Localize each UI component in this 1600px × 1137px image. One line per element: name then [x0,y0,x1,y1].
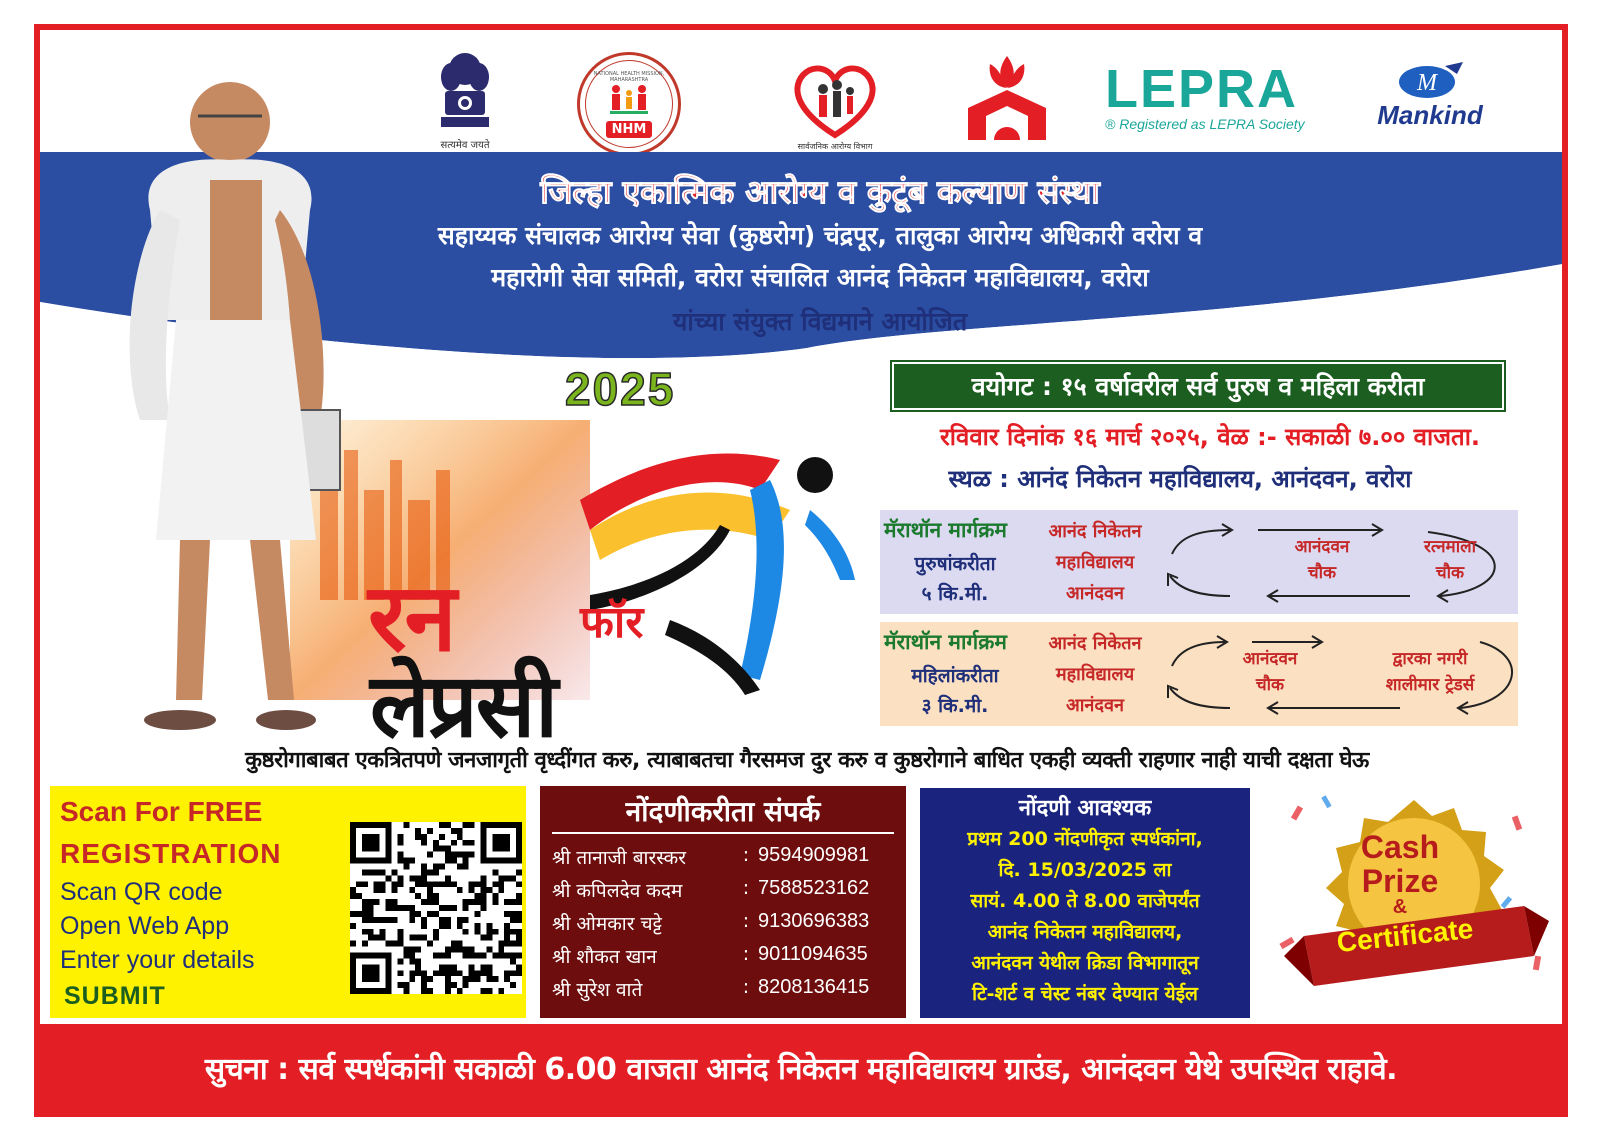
contact-row: श्री कपिलदेव कदम : 7588523162 [552,877,896,909]
organisation-title: जिल्हा एकात्मिक आरोग्य व कुटूंब कल्याण संस्था [540,173,1100,211]
mankind-m-icon [1395,60,1465,100]
organisers-line-2: महारोगी सेवा समिती, वरोरा संचालित आनंद निकेतन महाविद्यालय, वरोरा [491,263,1149,292]
registration-qr-code[interactable] [350,822,522,994]
prize-certificate-label: Certificate [1335,912,1475,959]
route-men-turnpoint: रत्नमाला चौक [1423,537,1477,583]
nhm-logo [577,52,681,156]
route-men-category: पुरुषांकरीता [914,553,996,575]
nhm-ring-text: NATIONAL HEALTH MISSION, MAHARASHTRA [593,70,665,83]
contact-title: नोंदणीकरीता संपर्क [625,795,821,828]
route-women-turnpoint: द्वारका नगरी शालीमार ट्रेडर्स [1385,649,1475,695]
event-date-time: रविवार दिनांक १६ मार्च २०२५, वेळ :- सकाळी ७.०० वाजता. [939,423,1481,451]
title-leprosy: लेप्रसी [370,653,557,757]
organisers-line-3: यांच्या संयुक्त विद्यमाने आयोजित [672,307,968,336]
lepra-logo [1105,52,1315,142]
registration-required-body: प्रथम 200 नोंदणीकृत स्पर्धकांना, दि. 15/03/2025 ला सायं. 4.00 ते 8.00 वाजेपर्यंत आनंद निकेतन महाविद्यालय, आनंदवन येथील क्रिडा विभागातून टि-शर्ट व चेस्ट नंबर देण्यात येईल [967,828,1203,1005]
mankind-wordmark: Mankind [1377,99,1483,130]
route-women-title: मॅराथॉन मार्गक्रम [884,630,1007,654]
contact-row: श्री सुरेश वाते : 8208136415 [552,976,896,1008]
prize-ampersand: & [1392,896,1408,918]
footer-notice-text: सुचना : सर्व स्पर्धकांनी सकाळी 6.00 वाजता आनंद निकेतन महाविद्यालय ग्राउंड, आनंदवन येथे उपस्थित राहावे. [204,1052,1398,1087]
lotus-house-icon [964,54,1050,142]
organisers-line-1: सहाय्यक संचालक आरोग्य सेवा (कुष्ठरोग) चंद्रपूर, तालुका आरोग्य अधिकारी वरोरा व [437,221,1203,250]
title-for: फॉर [580,597,644,648]
contact-panel [540,786,906,1018]
registration-required-panel [920,788,1250,1018]
route-men-start: आनंद निकेतन महाविद्यालय आनंदवन [1048,521,1142,604]
poster [34,24,1568,1117]
contact-row: श्री तानाजी बारस्कर : 9594909981 [552,844,896,876]
route-men-distance: ५ कि.मी. [921,583,989,605]
route-men-title: मॅराथॉन मार्गक्रम [884,518,1007,542]
event-venue: स्थळ : आनंद निकेतन महाविद्यालय, आनंदवन, वरोरा [948,465,1412,493]
phone-number: 7588523162 [758,877,870,899]
footer-notice [40,1024,1562,1111]
gandhi-figure [80,60,370,760]
scan-step-1: Scan QR code [60,878,223,906]
route-women-category: महिलांकरीता [911,665,999,687]
anandwan-lotus-logo [962,52,1052,144]
health-dept-caption: सार्वजनिक आरोग्य विभाग [797,141,873,151]
scan-title: Scan For FREE [60,796,263,827]
scan-submit-label: SUBMIT [64,982,166,1010]
heart-family-icon [787,59,883,141]
phone-number: 9130696383 [758,910,870,932]
lepra-registered-note: ® Registered as LEPRA Society [1105,116,1305,132]
mankind-logo [1345,50,1515,140]
contact-row: श्री ओमकार चट्टे : 9130696383 [552,910,896,942]
svg-text:M: M [1417,69,1437,96]
family-icon [604,83,654,117]
phone-number: 9594909981 [758,844,870,866]
event-year: 2025 [565,363,676,415]
public-health-dept-logo [780,50,890,160]
route-women-start: आनंद निकेतन महाविद्यालय आनंदवन [1048,633,1142,716]
route-box-men [880,510,1518,614]
registration-required-title: नोंदणी आवश्यक [1018,796,1152,821]
lepra-wordmark: LEPRA [1105,59,1299,119]
scan-step-3: Enter your details [60,946,255,974]
nhm-label: NHM [606,121,653,138]
scan-step-2: Open Web App [60,912,230,940]
contact-divider [552,832,894,834]
emblem-caption: सत्यमेव जयते [440,140,490,151]
route-men-midpoint: आनंदवन चौक [1294,537,1350,583]
phone-number: 8208136415 [758,976,870,998]
prize-cash-label: Cash Prize [1360,829,1440,899]
route-women-distance: ३ कि.मी. [921,695,989,717]
title-run: रन [368,563,455,673]
lion-capital-icon [437,49,493,135]
awareness-message: कुष्ठरोगाबाबत एकत्रितपणे जनजागृती वृध्दींगत करु, त्याबाबतचा गैरसमज दुर करु व कुष्ठरोगाने बाधित एकही व्यक्ती राहणार नाही याची दक्षता घेऊ [245,748,1369,773]
ashoka-emblem-logo [430,44,500,156]
route-box-women [880,622,1518,726]
scan-registration-panel [50,786,526,1018]
phone-number: 9011094635 [758,943,868,965]
route-women-midpoint: आनंदवन चौक [1242,649,1298,695]
scan-title-registration: REGISTRATION [60,838,282,869]
age-group-bar: वयोगट : १५ वर्षावरील सर्व पुरुष व महिला करीता [892,362,1504,410]
contact-row: श्री शौकत खान : 9011094635 [552,943,896,975]
